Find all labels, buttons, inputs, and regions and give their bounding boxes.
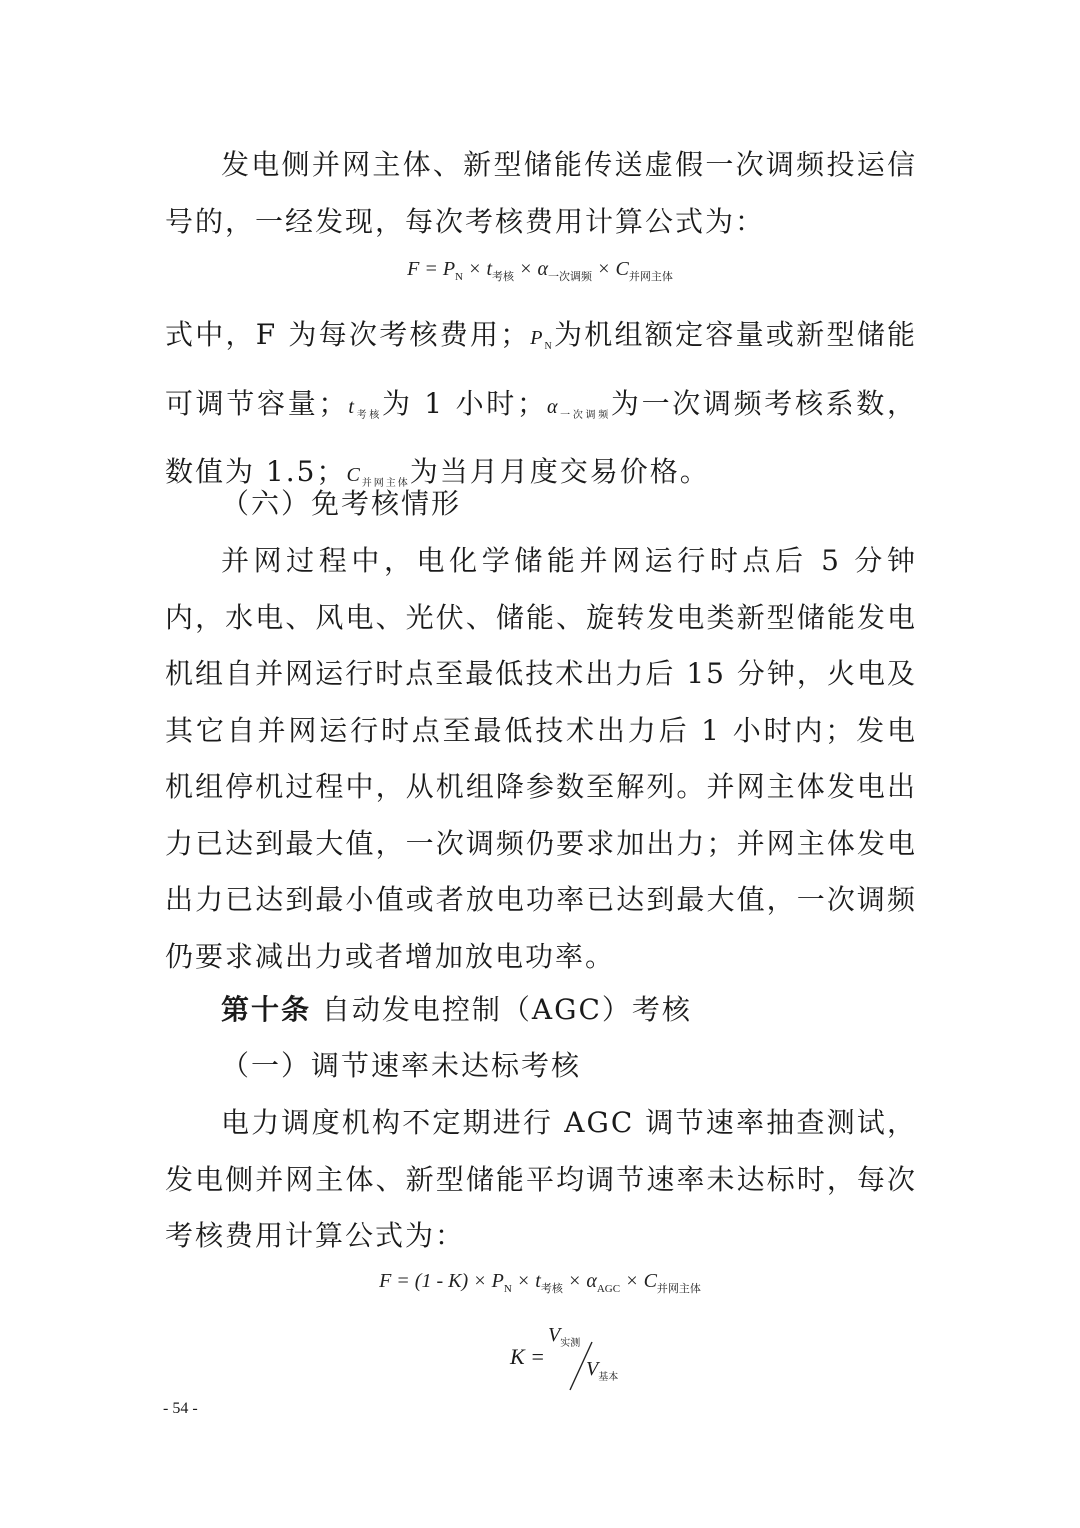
formula-symbol: C — [615, 258, 629, 280]
formula-operator: × — [462, 258, 487, 280]
formula-symbol: α — [586, 1270, 597, 1292]
article-heading-agc — [221, 990, 692, 1030]
definition-text: 为当月月度交易价格。 — [409, 455, 710, 488]
formula-subscript: 考核 — [492, 271, 515, 283]
formula-subscript: 并网主体 — [628, 271, 673, 283]
definition-text: 为机组额定容量或新型储能可调节容量； — [165, 318, 917, 420]
formula-operator: × — [620, 1270, 644, 1292]
inline-symbol-pn: $P_N$ — [530, 327, 554, 352]
formula-symbol: P — [442, 258, 456, 280]
formula-operator: × — [514, 258, 538, 280]
formula-subscript: N — [455, 271, 463, 283]
formula-operator: × — [592, 258, 616, 280]
formula-symbol: t — [535, 1270, 541, 1292]
formula-symbol: F — [407, 258, 420, 280]
definition-text: 为一次调频考核系数，数值为 1.5； — [165, 386, 917, 488]
inline-symbol-c: $C_{并网主体}$ — [346, 464, 410, 489]
definition-text: 式中，F 为每次考核费用； — [165, 318, 531, 351]
formula-subscript: AGC — [596, 1283, 621, 1295]
article-title: 自动发电控制（AGC）考核 — [311, 993, 692, 1026]
formula-operator: × — [562, 1270, 587, 1292]
formula-symbol: α — [537, 258, 549, 280]
page-number: - 54 - — [163, 1400, 198, 1417]
formula-symbol: C — [643, 1270, 657, 1292]
formula-symbol: P — [491, 1270, 504, 1292]
formula-agc-rate — [0, 1270, 1080, 1296]
formula-subscript: 并网主体 — [656, 1283, 701, 1295]
paragraph-agc-rate: 电力调度机构不定期进行 AGC 调节速率抽查测试，发电侧并网主体、新型储能平均调节速率未达标时，每次考核费用计算公式为： — [165, 1106, 917, 1252]
formula-operator: = — [419, 258, 443, 280]
inline-symbol-alpha: $\alpha_{一次调频}$ — [547, 395, 611, 421]
formula-symbol: t — [486, 258, 493, 280]
formula-subscript: N — [503, 1283, 512, 1295]
formula-k-ratio — [0, 1318, 1080, 1388]
formula-subscript: 一次调频 — [548, 271, 593, 283]
section-heading-exemptions: （六）免考核情形 — [221, 487, 462, 520]
article-number: 第十条 — [221, 993, 312, 1026]
formula-primary-frequency — [0, 258, 1080, 284]
inline-symbol-t: $t_{考核}$ — [348, 395, 382, 421]
paragraph-false-signal: 发电侧并网主体、新型储能传送虚假一次调频投运信号的，一经发现，每次考核费用计算公式为： — [165, 148, 917, 238]
formula-expression: F = (1 - K) × — [379, 1270, 492, 1292]
formula-subscript: 考核 — [540, 1283, 563, 1295]
formula-k-symbol: K = — [510, 1344, 546, 1369]
fraction-numerator: $V_{实测}$ — [548, 1324, 581, 1349]
fraction-denominator: $V_{基本}$ — [586, 1358, 619, 1383]
section-heading-rate: （一）调节速率未达标考核 — [221, 1049, 582, 1082]
paragraph-exemptions: 并网过程中，电化学储能并网运行时点后 5 分钟内，水电、风电、光伏、储能、旋转发电类新型储能发电机组自并网运行时点至最低技术出力后 15 分钟，火电及其它自并网运行时点至最低技术出力后 1 小时内；发电机组停机过程中，从机组降参数至解列。并网主体发电出力已达到最大值，一次调频仍要求加出力；并网主体发电出力已达到最小值或者放电功率已达到最大值，一次调频仍要求减出力或者增加放电功率。 — [165, 544, 917, 973]
definition-text: 为 1 小时； — [381, 386, 547, 420]
paragraph-formula-definitions — [165, 307, 917, 513]
formula-operator: × — [511, 1270, 536, 1292]
